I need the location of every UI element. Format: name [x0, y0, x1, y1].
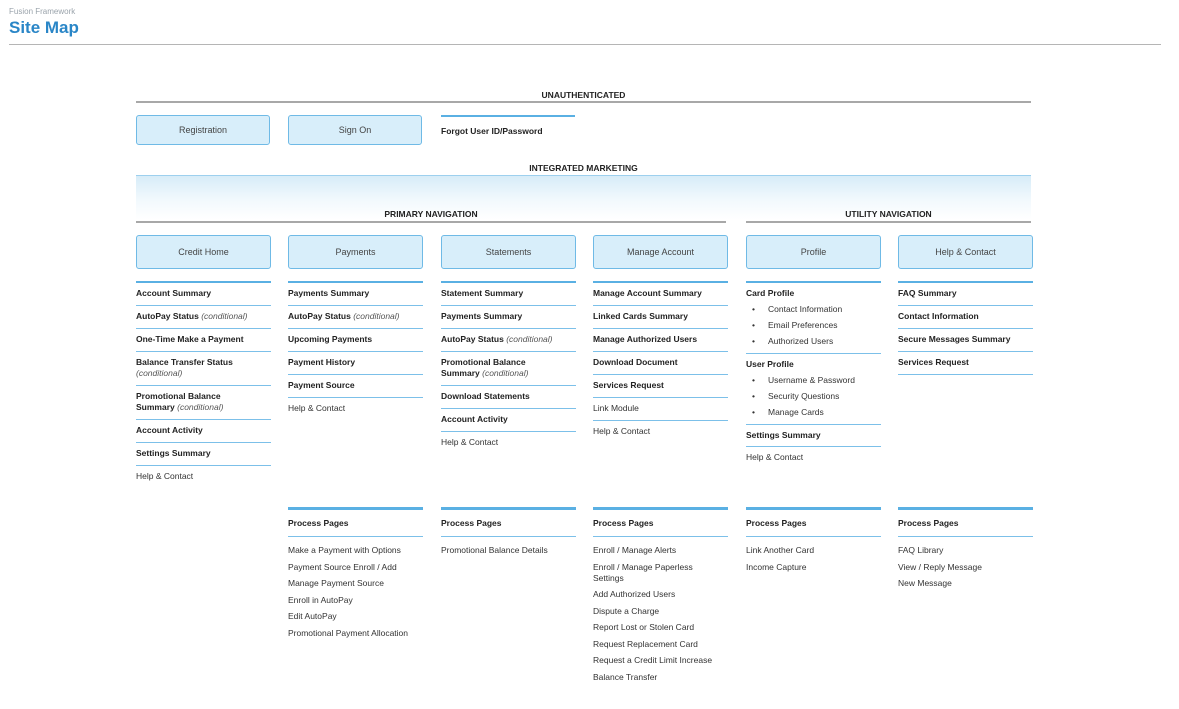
credit-home-box[interactable]: Credit Home: [136, 235, 271, 269]
manage-account-box[interactable]: Manage Account: [593, 235, 728, 269]
process-page-link[interactable]: Enroll / Manage Paperless Settings: [593, 561, 693, 583]
help-process-pages: [898, 507, 1033, 595]
statements-column: [441, 281, 576, 454]
payment-source-link[interactable]: Payment Source: [288, 375, 423, 398]
settings-summary-link[interactable]: Settings Summary: [136, 443, 271, 466]
process-page-link[interactable]: Promotional Balance Details: [441, 545, 548, 555]
unauthenticated-rule: [136, 101, 1031, 103]
sign-on-box[interactable]: Sign On: [288, 115, 422, 145]
process-page-link[interactable]: Dispute a Charge: [593, 605, 660, 616]
process-page-link[interactable]: Request a Credit Limit Increase: [593, 655, 713, 665]
autopay-status-link[interactable]: AutoPay Status (conditional): [136, 306, 271, 329]
process-pages-heading: Process Pages: [746, 510, 881, 537]
profile-box[interactable]: Profile: [746, 235, 881, 269]
utility-nav-label: UTILITY NAVIGATION: [845, 209, 932, 219]
help-contact-box[interactable]: Help & Contact: [898, 235, 1033, 269]
payments-summary-link[interactable]: Payments Summary: [441, 306, 576, 329]
contact-information-link[interactable]: Contact Information: [898, 306, 1033, 329]
autopay-status-link[interactable]: AutoPay Status (conditional): [441, 329, 576, 352]
services-request-link[interactable]: Services Request: [898, 352, 1033, 375]
help-contact-link[interactable]: Help & Contact: [746, 452, 804, 462]
help-contact-link[interactable]: Help & Contact: [136, 471, 194, 481]
manage-account-column: [593, 281, 728, 443]
process-page-link[interactable]: Report Lost or Stolen Card: [593, 622, 695, 632]
payments-process-pages: [288, 507, 423, 644]
process-page-link[interactable]: Enroll / Manage Alerts: [593, 545, 677, 555]
marketing-label: INTEGRATED MARKETING: [529, 163, 638, 173]
title-divider: [9, 44, 1161, 45]
manage-account-process-pages: [593, 507, 728, 688]
process-pages-heading: Process Pages: [898, 510, 1033, 537]
download-document-link[interactable]: Download Document: [593, 352, 728, 375]
help-contact-column: [898, 281, 1033, 375]
process-page-link[interactable]: Add Authorized Users: [593, 589, 676, 599]
settings-summary-link[interactable]: Settings Summary: [746, 424, 881, 447]
forgot-rule: [441, 115, 575, 117]
process-page-link[interactable]: New Message: [898, 578, 952, 588]
promotional-balance-summary-link[interactable]: Promotional Balance Summary (conditional): [441, 352, 576, 386]
primary-nav-rule: [136, 221, 726, 223]
help-contact-link[interactable]: Help & Contact: [288, 403, 346, 413]
statement-summary-link[interactable]: Statement Summary: [441, 283, 576, 306]
primary-nav-label: PRIMARY NAVIGATION: [384, 209, 478, 219]
account-activity-link[interactable]: Account Activity: [441, 409, 576, 432]
secure-messages-summary-link[interactable]: Secure Messages Summary: [898, 329, 1033, 352]
statements-process-pages: [441, 507, 576, 562]
help-contact-link[interactable]: Help & Contact: [593, 426, 651, 436]
forgot-userid-link[interactable]: Forgot User ID/Password: [441, 126, 543, 136]
process-pages-heading: Process Pages: [593, 510, 728, 537]
process-page-link[interactable]: Link Another Card: [746, 545, 815, 555]
process-pages-heading: Process Pages: [288, 510, 423, 537]
download-statements-link[interactable]: Download Statements: [441, 386, 576, 409]
registration-box[interactable]: Registration: [136, 115, 270, 145]
process-page-link[interactable]: Balance Transfer: [593, 671, 658, 682]
payment-history-link[interactable]: Payment History: [288, 352, 423, 375]
help-contact-link[interactable]: Help & Contact: [441, 437, 499, 447]
manage-cards-item[interactable]: • Manage Cards: [746, 405, 881, 421]
autopay-status-link[interactable]: AutoPay Status (conditional): [288, 306, 423, 329]
email-preferences-item[interactable]: • Email Preferences: [746, 318, 881, 334]
services-request-link[interactable]: Services Request: [593, 375, 728, 398]
manage-authorized-users-link[interactable]: Manage Authorized Users: [593, 329, 728, 352]
link-module-link[interactable]: Link Module: [593, 398, 728, 421]
process-pages-heading: Process Pages: [441, 510, 576, 537]
process-page-link[interactable]: Promotional Payment Allocation: [288, 627, 409, 638]
promotional-balance-summary-link[interactable]: Promotional Balance Summary (conditional): [136, 386, 271, 420]
process-page-link[interactable]: Request Replacement Card: [593, 638, 698, 649]
process-page-link[interactable]: Enroll in AutoPay: [288, 594, 353, 605]
page-title: Site Map: [9, 18, 79, 37]
process-page-link[interactable]: Payment Source Enroll / Add: [288, 561, 397, 572]
card-profile-heading[interactable]: Card Profile: [746, 288, 795, 298]
user-profile-heading[interactable]: User Profile: [746, 353, 881, 373]
manage-account-summary-link[interactable]: Manage Account Summary: [593, 283, 728, 306]
utility-nav-rule: [746, 221, 1031, 223]
process-page-link[interactable]: View / Reply Message: [898, 561, 982, 572]
statements-box[interactable]: Statements: [441, 235, 576, 269]
process-page-link[interactable]: FAQ Library: [898, 545, 944, 555]
security-questions-item[interactable]: • Security Questions: [746, 389, 881, 405]
balance-transfer-status-link[interactable]: Balance Transfer Status (conditional): [136, 352, 271, 386]
username-password-item[interactable]: • Username & Password: [746, 373, 881, 389]
profile-process-pages: [746, 507, 881, 578]
process-page-link[interactable]: Make a Payment with Options: [288, 545, 401, 555]
process-page-link[interactable]: Edit AutoPay: [288, 611, 337, 621]
account-summary-link[interactable]: Account Summary: [136, 283, 271, 306]
one-time-payment-link[interactable]: One-Time Make a Payment: [136, 329, 271, 352]
process-page-link[interactable]: Manage Payment Source: [288, 578, 384, 588]
authorized-users-item[interactable]: • Authorized Users: [746, 334, 881, 350]
profile-column: [746, 281, 881, 469]
unauthenticated-label: UNAUTHENTICATED: [541, 90, 626, 100]
payments-box[interactable]: Payments: [288, 235, 423, 269]
process-page-link[interactable]: Income Capture: [746, 561, 807, 572]
contact-information-item[interactable]: • Contact Information: [746, 302, 881, 318]
faq-summary-link[interactable]: FAQ Summary: [898, 283, 1033, 306]
credit-home-column: [136, 281, 271, 488]
payments-column: [288, 281, 423, 420]
account-activity-link[interactable]: Account Activity: [136, 420, 271, 443]
payments-summary-link[interactable]: Payments Summary: [288, 283, 423, 306]
linked-cards-summary-link[interactable]: Linked Cards Summary: [593, 306, 728, 329]
framework-label: Fusion Framework: [9, 7, 76, 16]
upcoming-payments-link[interactable]: Upcoming Payments: [288, 329, 423, 352]
